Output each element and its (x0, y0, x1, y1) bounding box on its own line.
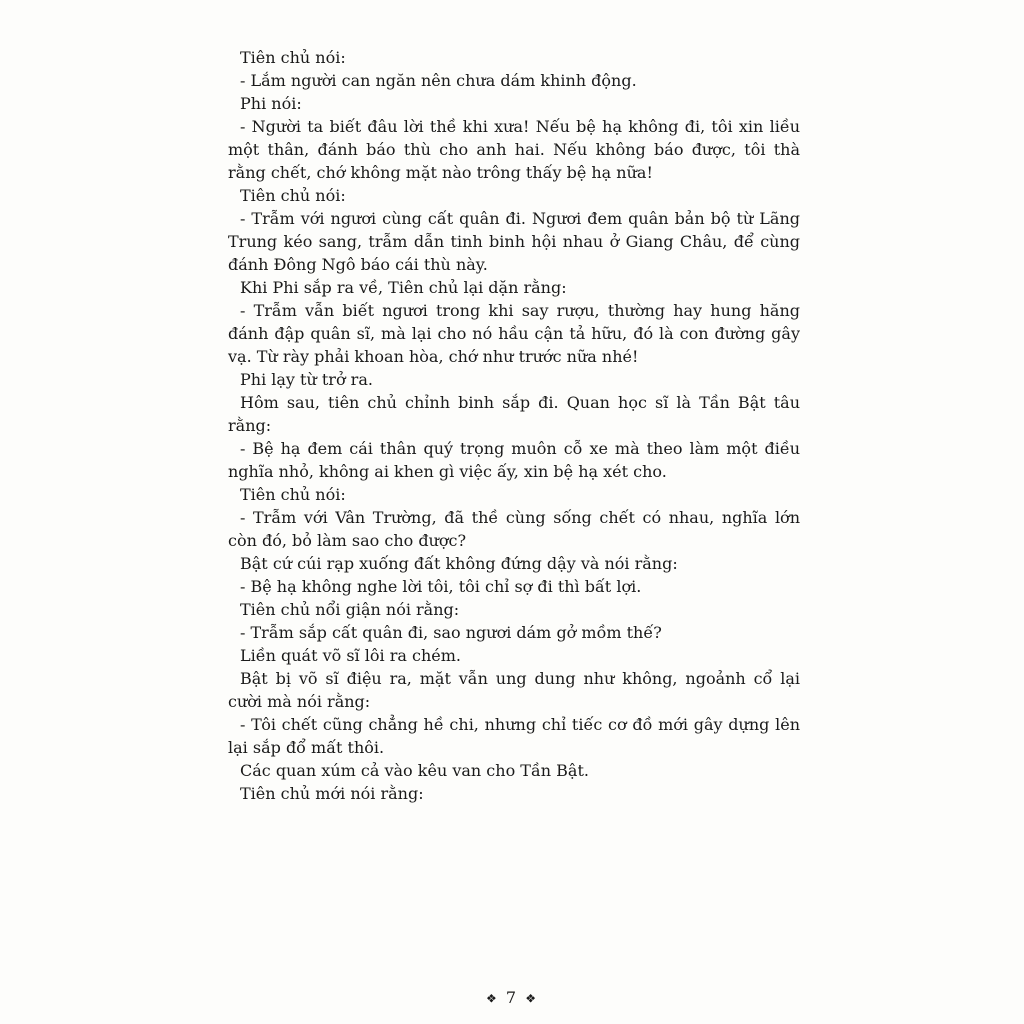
paragraph: Liền quát võ sĩ lôi ra chém. (240, 646, 461, 665)
page-footer (0, 988, 1024, 1007)
body-text (228, 46, 800, 805)
paragraph: - Tôi chết cũng chẳng hề chi, nhưng chỉ tiếc cơ đồ mới gây dựng lên lại sắp đổ mất thôi. (228, 715, 800, 757)
paragraph: Khi Phi sắp ra về, Tiên chủ lại dặn rằng: (240, 278, 567, 297)
paragraph: - Trẫm với Vân Trường, đã thề cùng sống chết có nhau, nghĩa lớn còn đó, bỏ làm sao cho được? (228, 508, 800, 550)
paragraph: Tiên chủ nói: (240, 48, 346, 67)
paragraph: Phi lạy từ trở ra. (240, 370, 373, 389)
paragraph: - Trẫm vẫn biết ngươi trong khi say rượu, thường hay hung hăng đánh đập quân sĩ, mà lại cho nó hầu cận tả hữu, đó là con đường gây vạ. Từ rày phải khoan hòa, chớ như trước nữa nhé! (228, 301, 800, 366)
paragraph: Bật bị võ sĩ điệu ra, mặt vẫn ung dung như không, ngoảnh cổ lại cười mà nói rằng: (228, 669, 800, 711)
paragraph: Bật cứ cúi rạp xuống đất không đứng dậy và nói rằng: (240, 554, 678, 573)
paragraph: - Bệ hạ không nghe lời tôi, tôi chỉ sợ đi thì bất lợi. (240, 577, 642, 596)
paragraph: - Trẫm với ngươi cùng cất quân đi. Ngươi đem quân bản bộ từ Lãng Trung kéo sang, trẫm dẫn tinh binh hội nhau ở Giang Châu, để cùng đánh Đông Ngô báo cái thù này. (228, 209, 800, 274)
paragraph: - Người ta biết đâu lời thề khi xưa! Nếu bệ hạ không đi, tôi xin liều một thân, đánh báo thù cho anh hai. Nếu không báo được, tôi thà rằng chết, chớ không mặt nào trông thấy bệ hạ nữa! (228, 117, 800, 182)
paragraph: - Lắm người can ngăn nên chưa dám khinh động. (240, 71, 637, 90)
paragraph: Phi nói: (240, 94, 302, 113)
paragraph: Tiên chủ nói: (240, 186, 346, 205)
ornament-left-icon: ❖ (486, 991, 499, 1006)
paragraph: - Bệ hạ đem cái thân quý trọng muôn cỗ xe mà theo làm một điều nghĩa nhỏ, không ai khen gì việc ấy, xin bệ hạ xét cho. (228, 439, 800, 481)
paragraph: Các quan xúm cả vào kêu van cho Tần Bật. (240, 761, 589, 780)
ornament-right-icon: ❖ (525, 991, 538, 1006)
paragraph: Tiên chủ nổi giận nói rằng: (240, 600, 460, 619)
paragraph: Tiên chủ nói: (240, 485, 346, 504)
paragraph: Tiên chủ mới nói rằng: (240, 784, 424, 803)
paragraph: - Trẫm sắp cất quân đi, sao ngươi dám gở mồm thế? (240, 623, 662, 642)
page-number: 7 (505, 988, 519, 1007)
paragraph: Hôm sau, tiên chủ chỉnh binh sắp đi. Quan học sĩ là Tần Bật tâu rằng: (228, 393, 800, 435)
